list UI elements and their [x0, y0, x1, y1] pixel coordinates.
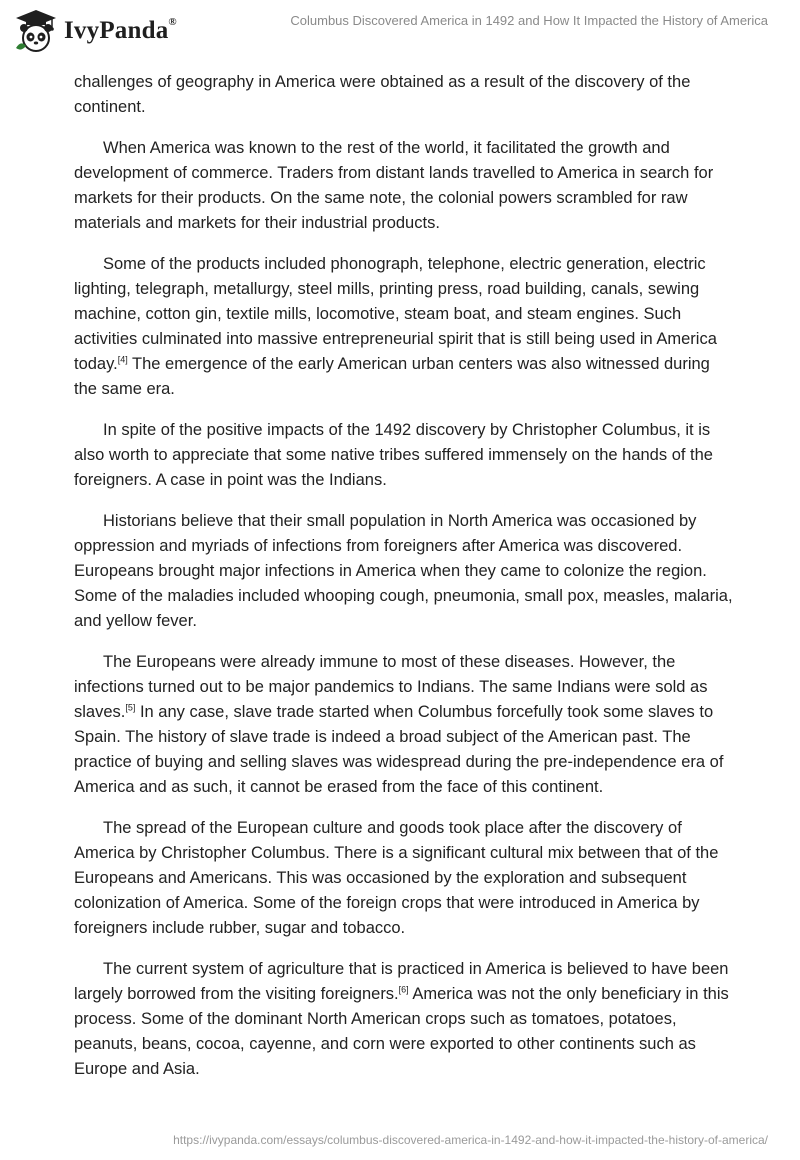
essay-body: [74, 70, 734, 1098]
brand-logo[interactable]: [12, 8, 177, 54]
citation-ref[interactable]: [6]: [398, 984, 409, 995]
paragraph: In spite of the positive impacts of the 1492 discovery by Christopher Columbus, it is also worth to appreciate that some native tribes suffered immensely on the hands of the foreigners. A case in point was the Indians.: [74, 421, 713, 489]
citation-ref[interactable]: [5]: [125, 702, 136, 713]
paragraph: When America was known to the rest of the world, it facilitated the growth and development of commerce. Traders from distant lands travelled to America in search for markets for their products. On the same note, the colonial powers scrambled for raw materials and markets for their industrial products.: [74, 139, 714, 232]
document-title: Columbus Discovered America in 1492 and How It Impacted the History of America: [290, 13, 768, 28]
paragraph: Some of the products included phonograph, telephone, electric generation, electric lighting, telegraph, metallurgy, steel mills, printing press, road building, canals, sewing machine, cotton gin, textile mills, locomotive, steam boat, and steam engines. Such activities culminated into massive entrepreneurial spirit that is still being used in America today.[4] The emergence of the early American urban centers was also witnessed during the same era.: [74, 255, 717, 398]
paragraph: The current system of agriculture that is practiced in America is believed to have been largely borrowed from the visiting foreigners.[6] America was not the only beneficiary in this process. Some of the dominant North American crops such as tomatoes, potatoes, peanuts, beans, cocoa, cayenne, and corn were exported to other continents such as Europe and Asia.: [74, 960, 729, 1078]
citation-ref[interactable]: [4]: [117, 354, 128, 365]
brand-name: IvyPanda®: [64, 15, 177, 44]
page-header: [0, 0, 800, 62]
source-url[interactable]: https://ivypanda.com/essays/columbus-discovered-america-in-1492-and-how-it-impacted-the-history-of-america/: [173, 1133, 768, 1147]
paragraph: challenges of geography in America were obtained as a result of the discovery of the continent.: [74, 73, 691, 116]
paragraph: The spread of the European culture and goods took place after the discovery of America by Christopher Columbus. There is a significant cultural mix between that of the Europeans and Americans. This was occasioned by the exploration and subsequent colonization of America. Some of the foreign crops that were introduced in America by foreigners include rubber, sugar and tobacco.: [74, 819, 719, 937]
panda-graduate-icon: [12, 8, 60, 54]
paragraph: The Europeans were already immune to most of these diseases. However, the infections turned out to be major pandemics to Indians. The same Indians were sold as slaves.[5] In any case, slave trade started when Columbus forcefully took some slaves to Spain. The history of slave trade is indeed a broad subject of the American past. The practice of buying and selling slaves was widespread during the pre-independence era of America and as such, it cannot be erased from the face of this continent.: [74, 653, 724, 796]
paragraph: Historians believe that their small population in North America was occasioned by oppression and myriads of infections from foreigners after America was discovered. Europeans brought major infections in America when they came to colonize the region. Some of the maladies included whooping cough, pneumonia, small pox, measles, malaria, and yellow fever.: [74, 512, 733, 630]
